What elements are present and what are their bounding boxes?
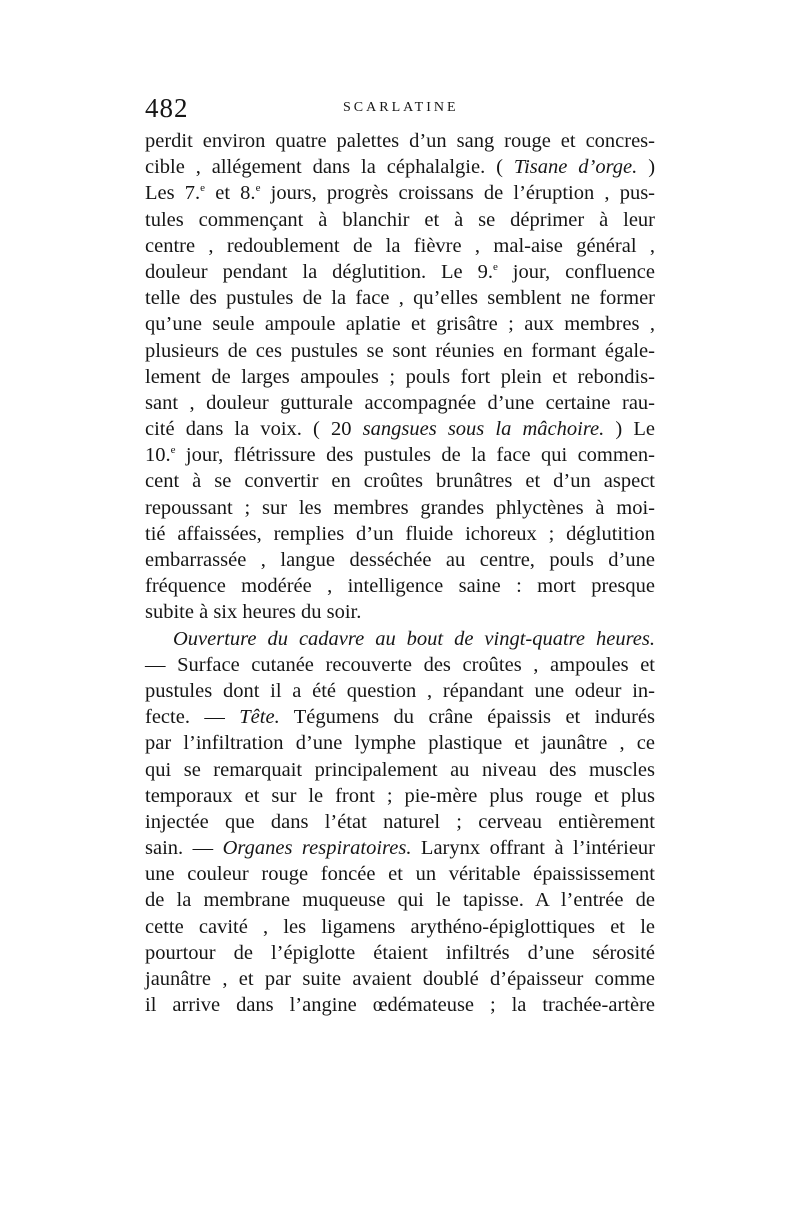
text-line [145, 311, 655, 337]
text-segment: telle des pustules de la face , qu’elles semblent ne former [145, 287, 655, 310]
text-segment: ) Le [604, 418, 655, 441]
text-segment: Les 7. [145, 182, 201, 205]
italic-text: Tête. [239, 706, 280, 729]
text-line [145, 180, 655, 206]
text-segment: ) [637, 156, 656, 179]
text-line [145, 364, 655, 390]
text-line [145, 940, 655, 966]
text-segment: 10. [145, 444, 171, 467]
text-segment: subite à six heures du soir. [145, 601, 362, 624]
text-segment: plusieurs de ces pustules se sont réunies en formant égale- [145, 339, 655, 362]
text-segment: pourtour de l’épiglotte étaient infiltrés d’une sérosité [145, 941, 655, 964]
text-segment: fecte. — [145, 706, 240, 729]
italic-text: Ouverture du cadavre au bout de vingt-quatre heures. [173, 627, 655, 650]
text-segment: perdit environ quatre palettes d’un sang rouge et concres- [145, 130, 655, 152]
text-line [145, 599, 655, 625]
text-segment: qui se remarquait principalement au niveau des muscles [145, 758, 655, 781]
text-line [145, 757, 655, 783]
text-line [145, 390, 655, 416]
text-line [145, 495, 655, 521]
text-line [145, 626, 655, 652]
text-line [145, 521, 655, 547]
text-segment: pustules dont il a été question , répandant une odeur in- [145, 679, 655, 702]
text-line [145, 730, 655, 756]
text-line [145, 652, 655, 678]
text-line [145, 809, 655, 835]
text-line [145, 285, 655, 311]
text-segment: cette cavité , les ligamens arythéno-épiglottiques et le [145, 915, 655, 938]
text-segment: jour, flétrissure des pustules de la face qui commen- [175, 444, 655, 467]
page-header [145, 93, 655, 127]
text-line [145, 338, 655, 364]
text-segment: temporaux et sur le front ; pie-mère plus rouge et plus [145, 784, 655, 807]
text-segment: injectée que dans l’état naturel ; cerveau entièrement [145, 810, 655, 833]
text-segment: par l’infiltration d’une lymphe plastique et jaunâtre , ce [145, 732, 655, 755]
text-segment: il arrive dans l’angine œdémateuse ; la trachée-artère [145, 994, 655, 1017]
text-segment: jour, confluence [497, 260, 655, 283]
text-segment: Larynx offrant à l’intérieur [411, 837, 655, 860]
text-segment: sant , douleur gutturale accompagnée d’une certaine rau- [145, 391, 655, 414]
running-title: SCARLATINE [343, 100, 459, 115]
text-segment: tié affaissées, remplies d’un fluide ichoreux ; déglutition [145, 522, 655, 545]
text-line [145, 128, 655, 154]
text-segment: de la membrane muqueuse qui le tapisse. A l’entrée de [145, 889, 655, 912]
text-line [145, 992, 655, 1018]
text-segment: jaunâtre , et par suite avaient doublé d’épaisseur comme [145, 968, 655, 990]
text-segment: cité dans la voix. ( 20 [145, 418, 363, 441]
text-line [145, 468, 655, 494]
text-line [145, 678, 655, 704]
page-number: 482 [145, 93, 189, 123]
text-segment: embarrassée , langue desséchée au centre, pouls d’une [145, 549, 655, 571]
text-line [145, 887, 655, 913]
text-segment: lement de larges ampoules ; pouls fort plein et rebondis- [145, 365, 655, 388]
superscript: e [170, 444, 176, 457]
text-line [145, 573, 655, 599]
superscript: e [200, 182, 206, 195]
text-line [145, 233, 655, 259]
text-segment: douleur pendant la déglutition. Le 9. [145, 260, 493, 283]
text-line [145, 259, 655, 285]
text-line [145, 966, 655, 992]
text-segment: qu’une seule ampoule aplatie et grisâtre ; aux membres , [145, 313, 655, 336]
text-line [145, 442, 655, 468]
text-segment: — Surface cutanée recouverte des croûtes , ampoules et [145, 653, 655, 676]
text-line [145, 835, 655, 861]
text-segment: repoussant ; sur les membres grandes phlyctènes à moi- [145, 496, 655, 519]
text-segment: centre , redoublement de la fièvre , mal-aise général , [145, 234, 655, 257]
text-line [145, 861, 655, 887]
text-line [145, 547, 655, 573]
text-segment: et 8. [205, 182, 256, 205]
text-line [145, 783, 655, 809]
text-line [145, 154, 655, 180]
italic-text: Tisane d’orge. [513, 156, 638, 179]
body-text [145, 128, 655, 1018]
italic-text: Organes respiratoires. [222, 837, 412, 860]
text-segment: sain. — [145, 837, 223, 860]
text-segment: jours, progrès croissans de l’éruption , pus- [260, 182, 655, 205]
text-line [145, 704, 655, 730]
text-line [145, 416, 655, 442]
text-segment: tules commençant à blanchir et à se déprimer à leur [145, 208, 655, 231]
text-line [145, 207, 655, 233]
text-line [145, 914, 655, 940]
superscript: e [255, 182, 261, 195]
text-segment: fréquence modérée , intelligence saine : mort presque [145, 575, 655, 598]
text-segment: une couleur rouge foncée et un véritable épaississement [145, 863, 655, 886]
text-segment: cent à se convertir en croûtes brunâtres et d’un aspect [145, 470, 655, 493]
text-segment: cible , allégement dans la céphalalgie. ( [145, 156, 514, 179]
text-segment: Tégumens du crâne épaissis et indurés [279, 706, 655, 729]
superscript: e [492, 261, 498, 274]
italic-text: sangsues sous la mâchoire. [362, 418, 605, 441]
